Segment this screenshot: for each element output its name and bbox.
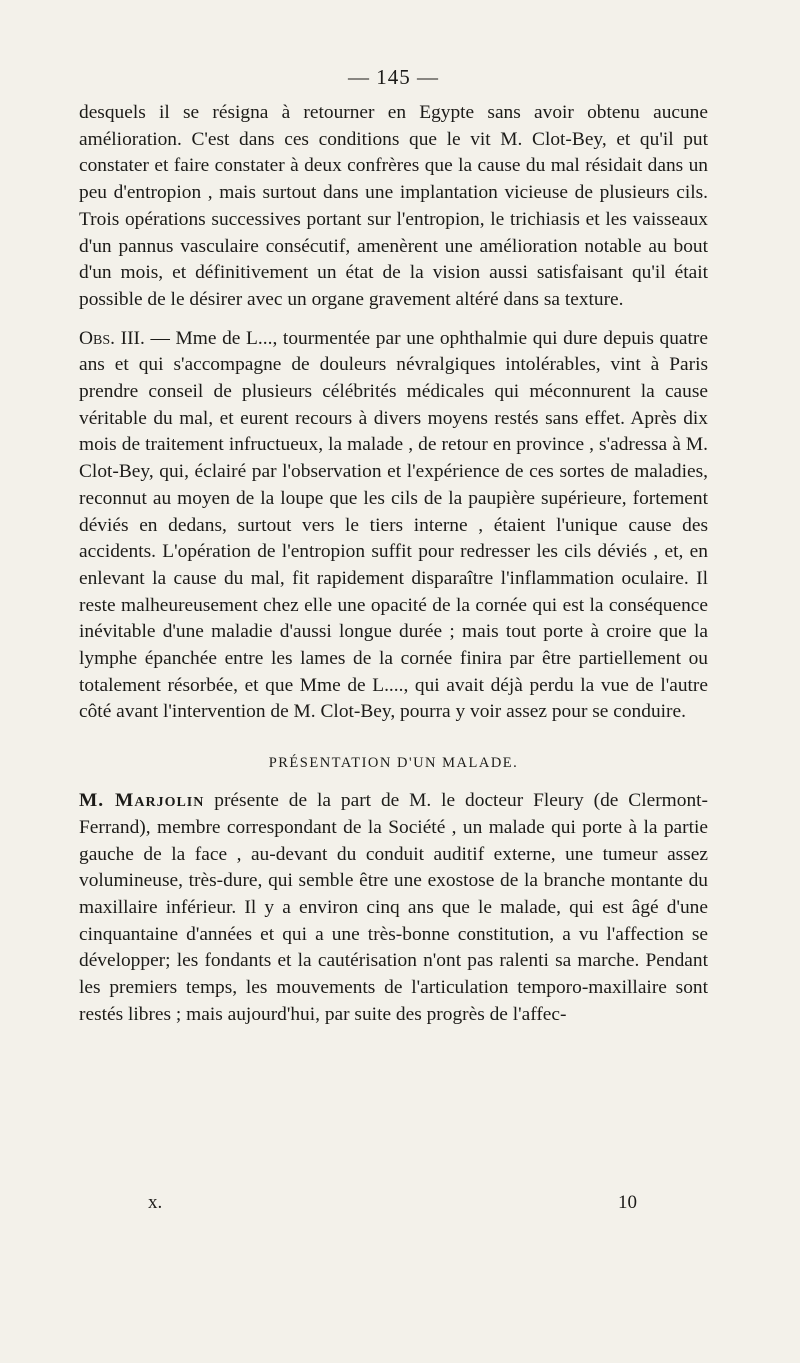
observation-label: Obs. III. [79,327,145,349]
observation-text: — Mme de L..., tourmentée par une ophthalmie qui dure depuis quatre ans et qui s'accompagne de douleurs névralgiques intolérables, vint à Paris prendre conseil de plusieurs célébrités médicales qui méconnurent la cause véritable du mal, et eurent recours à divers moyens restés sans effet. Après dix mois de traitement infructueux, la malade , de retour en province , s'adressa à M. Clot-Bey, qui, éclairé par l'observation et l'expérience de ces sortes de maladies, reconnut au moyen de la loupe que les cils de la paupière supérieure, fortement déviés en dedans, surtout vers le tiers interne , étaient l'unique cause des accidents. L'opération de l'entropion suffit pour redresser les cils déviés , et, en enlevant la cause du mal, fit rapidement disparaître l'inflammation oculaire. Il reste malheureusement chez elle une opacité de la cornée qui est la conséquence inévitable d'une maladie d'aussi longue durée ; mais tout porte à croire que la lymphe épanchée entre les lames de la cornée finira par être partiellement ou totalement résorbée, et que Mme de L...., qui avait déjà perdu la vue de l'autre côté avant l'intervention de M. Clot-Bey, pourra y voir assez pour se conduire. [79,327,708,723]
heading-gap-bottom [79,774,708,788]
speaker-name: M. Marjolin [79,790,205,812]
heading-gap-top [79,726,708,752]
presentation-paragraph [79,788,708,1028]
paragraph-gap [79,314,708,326]
volume-mark: x. [148,1192,163,1213]
observation-paragraph [79,326,708,727]
page-footer [148,1190,648,1216]
body-text [79,100,708,1029]
signature-mark: 10 [618,1192,637,1213]
paragraph-continuation: desquels il se résigna à retourner en Egypte sans avoir obtenu aucune amélioration. C'est dans ces conditions que le vit M. Clot-Bey, et qu'il put constater et faire constater à deux confrères que la cause du mal résidait dans un peu d'entropion , mais surtout dans une implantation vicieuse de plusieurs cils. Trois opérations successives portant sur l'entropion, le trichiasis et les vaisseaux d'un pannus vasculaire consécutif, amenèrent une amélioration notable au bout d'un mois, et définitivement un état de la vision aussi satisfaisant qu'il était possible de le désirer avec un organe gravement altéré dans sa texture. [79,102,708,310]
section-heading: PRÉSENTATION D'UN MALADE. [268,755,519,772]
page-number: — 145 — [348,65,439,89]
presentation-text: présente de la part de M. le docteur Fleury (de Clermont-Ferrand), membre correspondant de la Société , un malade qui porte à la partie gauche de la face , au-devant du conduit auditif externe, une tumeur assez volumineuse, très-dure, qui semble être une exostose de la branche montante du maxillaire inférieur. Il y a environ cinq ans que le malade, qui est âgé d'une cinquantaine d'années et qui a une très-bonne constitution, a vu l'affection se développer; les fondants et la cautérisation n'ont pas ralenti sa marche. Pendant les premiers temps, les mouvements de l'articulation temporo-maxillaire sont restés libres ; mais aujourd'hui, par suite des progrès de l'affec- [79,790,709,1025]
